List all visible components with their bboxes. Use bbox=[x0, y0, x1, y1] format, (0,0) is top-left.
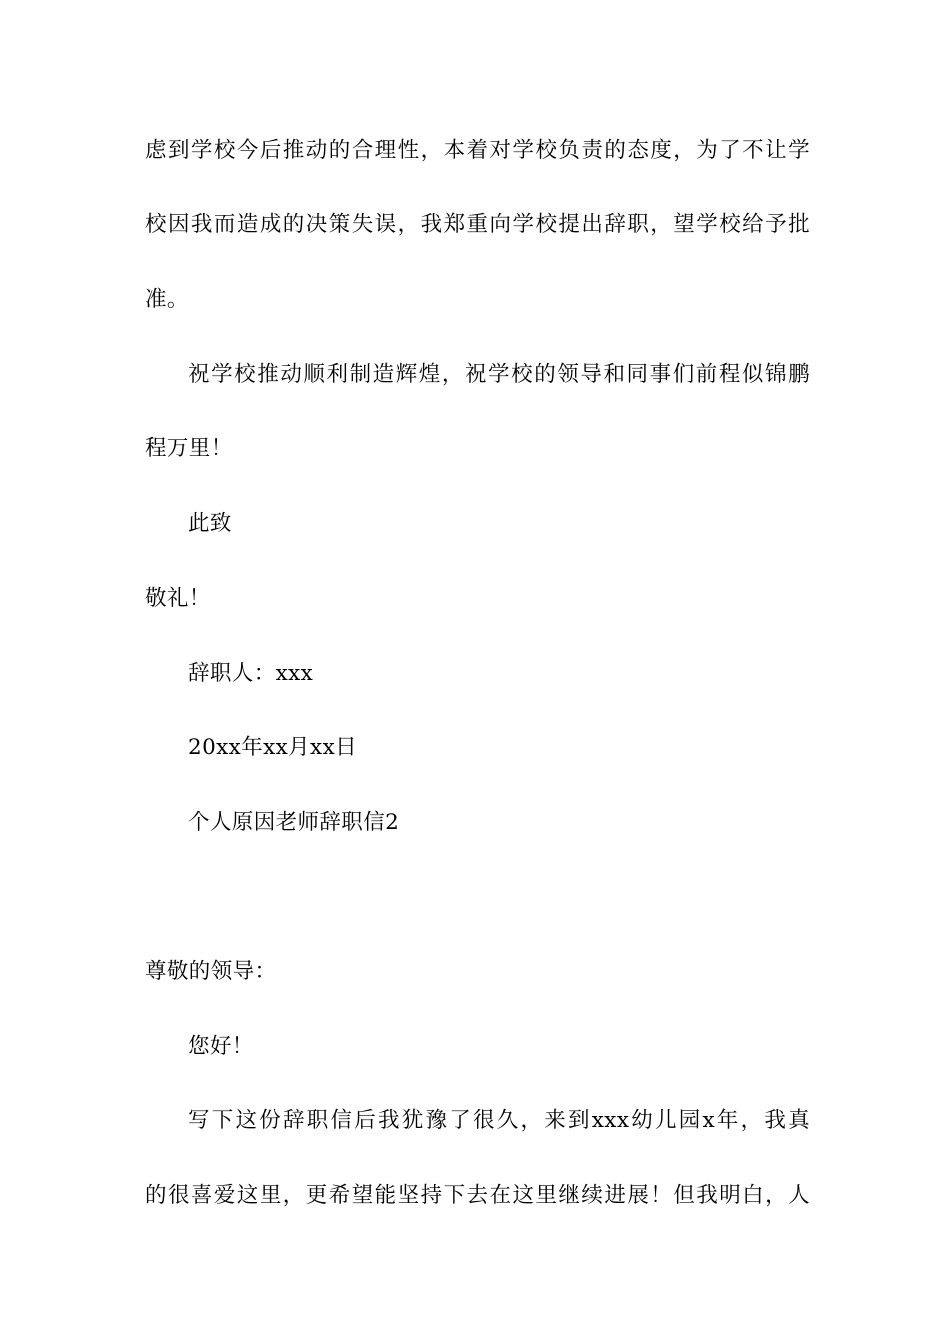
paragraph-line: 祝学校推动顺利制造辉煌，祝学校的领导和同事们前程似锦鹏 bbox=[188, 362, 810, 387]
paragraph-line: 准。 bbox=[145, 287, 189, 312]
signature-date: 20xx年xx月xx日 bbox=[188, 735, 358, 760]
closing-phrase: 此致 bbox=[188, 511, 232, 536]
salutation-closing: 敬礼！ bbox=[145, 586, 211, 611]
section-title: 个人原因老师辞职信2 bbox=[188, 810, 400, 835]
paragraph-line: 虑到学校今后推动的合理性，本着对学校负责的态度，为了不让学 bbox=[145, 138, 810, 163]
paragraph-line: 校因我而造成的决策失误，我郑重向学校提出辞职，望学校给予批 bbox=[145, 212, 810, 237]
paragraph-line: 的很喜爱这里，更希望能坚持下去在这里继续进展！但我明白，人 bbox=[145, 1183, 810, 1208]
paragraph-line: 写下这份辞职信后我犹豫了很久，来到xxx幼儿园x年，我真 bbox=[188, 1108, 810, 1133]
greeting-recipient: 尊敬的领导： bbox=[145, 959, 277, 984]
paragraph-line: 程万里！ bbox=[145, 436, 233, 461]
greeting: 您好！ bbox=[188, 1034, 254, 1059]
signature-name: 辞职人：xxx bbox=[188, 661, 314, 686]
